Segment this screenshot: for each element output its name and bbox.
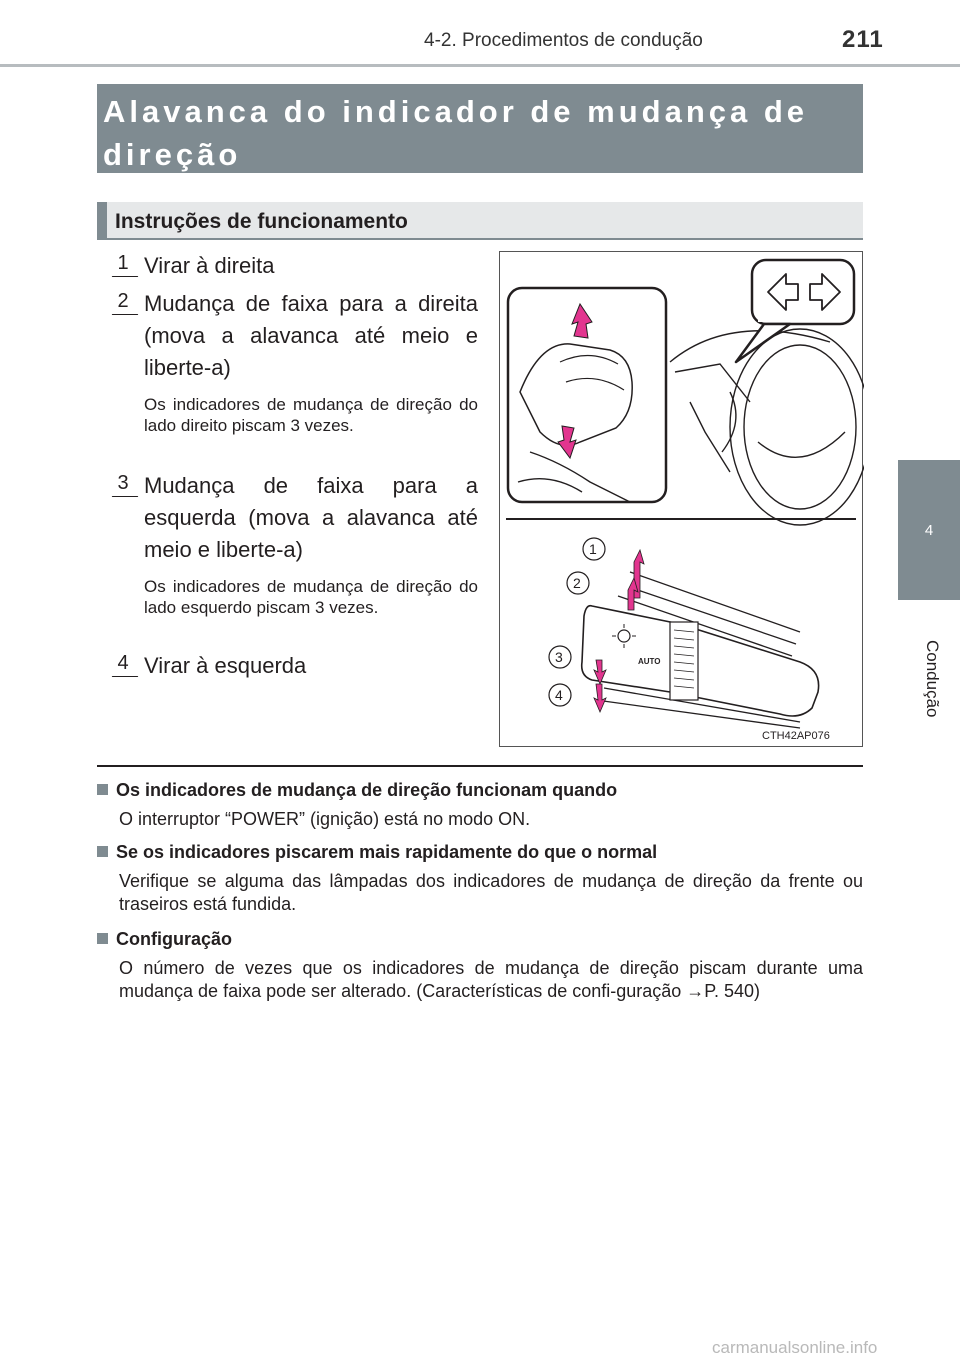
- step-note: Os indicadores de mudança de direção do lado esquerdo piscam 3 vezes.: [144, 577, 478, 617]
- chapter-side-label: Condução: [923, 640, 942, 718]
- direction-indicator-bubble: [736, 260, 854, 362]
- note-heading: [97, 778, 863, 802]
- note-body: O interruptor “POWER” (ignição) está no modo ON.: [119, 809, 531, 829]
- callout-2: 2: [573, 575, 581, 591]
- note-heading: [97, 840, 863, 864]
- note-block: [97, 927, 863, 1003]
- step-item: [110, 250, 478, 282]
- step-text: Mudança de faixa para a esquerda (mova a alavanca até meio e liberte-a): [144, 473, 478, 562]
- note-heading-text: Configuração: [116, 929, 233, 949]
- step-item: [110, 650, 478, 682]
- header-divider: [0, 64, 960, 67]
- figure-code: CTH42AP076: [762, 730, 830, 742]
- note-heading-text: Se os indicadores piscarem mais rapidamente do que o normal: [116, 842, 658, 862]
- note-block: [97, 778, 863, 831]
- hand-inset: [508, 288, 666, 502]
- step-note: Os indicadores de mudança de direção do lado direito piscam 3 vezes.: [144, 395, 478, 435]
- note-heading-text: Os indicadores de mudança de direção funcionam quando: [116, 780, 618, 800]
- square-bullet-icon: [97, 784, 108, 795]
- subheading-text: Instruções de funcionamento: [115, 210, 408, 233]
- step-text: Mudança de faixa para a direita (mova a alavanca até meio e liberte-a): [144, 291, 478, 380]
- section-divider: [97, 765, 863, 767]
- note-heading: [97, 927, 863, 951]
- step-number: 1: [110, 252, 136, 275]
- steering-wheel-drawing: [670, 329, 864, 525]
- lever-illustration: [499, 251, 863, 747]
- subheading-bar: [97, 202, 863, 240]
- step-item: [110, 288, 478, 436]
- lever-illustration-drawing: [500, 252, 864, 748]
- chapter-tab: [898, 460, 960, 600]
- note-body: O número de vezes que os indicadores de mudança de direção piscam durante uma mudança de faixa pode ser alterado. (Características de confi-guração →P. 540): [119, 958, 863, 1001]
- callout-1: 1: [589, 541, 597, 557]
- square-bullet-icon: [97, 933, 108, 944]
- page-title: Alavanca do indicador de mudança de direção: [103, 94, 809, 172]
- subheading-accent: [97, 202, 107, 240]
- step-number: 3: [110, 472, 136, 495]
- lever-body: [582, 606, 819, 716]
- page-number: 211: [842, 26, 884, 53]
- auto-label: AUTO: [638, 657, 661, 666]
- step-item: [110, 470, 478, 618]
- chapter-tab-number: 4: [924, 521, 934, 539]
- step-number: 2: [110, 290, 136, 313]
- note-body: Verifique se alguma das lâmpadas dos indicadores de mudança de direção da frente ou traseiros está fundida.: [119, 871, 863, 914]
- callout-3: 3: [555, 649, 563, 665]
- watermark: carmanualsonline.info: [712, 1338, 878, 1357]
- note-block: [97, 840, 863, 916]
- step-number: 4: [110, 652, 136, 675]
- step-text: Virar à direita: [144, 253, 275, 278]
- header-section-title: 4-2. Procedimentos de condução: [424, 30, 703, 51]
- callout-4: 4: [555, 687, 563, 703]
- square-bullet-icon: [97, 846, 108, 857]
- step-text: Virar à esquerda: [144, 653, 307, 678]
